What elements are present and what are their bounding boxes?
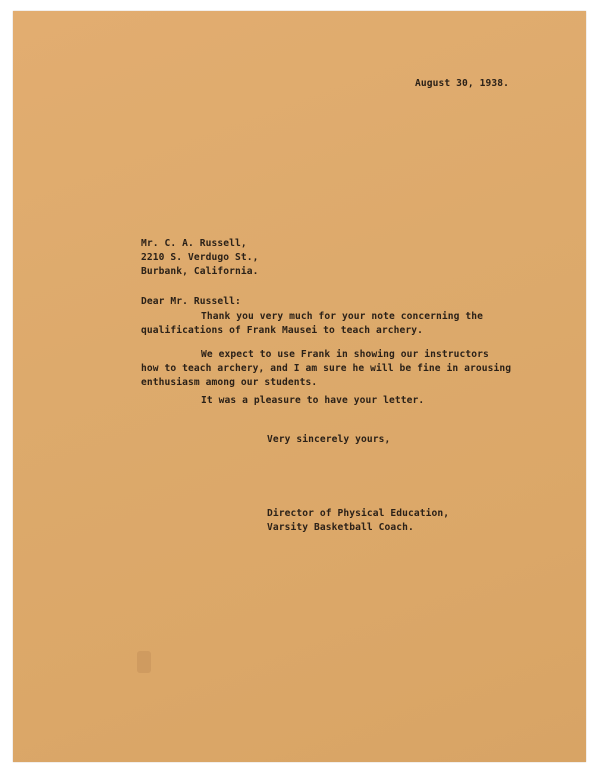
- paragraph3: It was a pleasure to have your letter.: [201, 395, 425, 406]
- salutation: Dear Mr. Russell:: [141, 296, 241, 307]
- recipient-name: Mr. C. A. Russell,: [141, 238, 247, 249]
- paragraph1-line1: Thank you very much for your note concerning the: [201, 311, 484, 322]
- closing: Very sincerely yours,: [267, 434, 391, 445]
- recipient-city: Burbank, California.: [141, 266, 259, 277]
- letter-page: [13, 11, 586, 762]
- paragraph1-line2: qualifications of Frank Mausei to teach archery.: [141, 325, 424, 336]
- letter-date: August 30, 1938.: [415, 78, 510, 89]
- recipient-street: 2210 S. Verdugo St.,: [141, 252, 259, 263]
- paragraph2-line1: We expect to use Frank in showing our instructors: [201, 349, 489, 360]
- signature-title: Director of Physical Education,: [267, 508, 450, 519]
- paragraph2-line3: enthusiasm among our students.: [141, 377, 318, 388]
- paper-stain: [137, 651, 151, 673]
- signature-subtitle: Varsity Basketball Coach.: [267, 522, 414, 533]
- paragraph2-line2: how to teach archery, and I am sure he will be fine in arousing: [141, 363, 512, 374]
